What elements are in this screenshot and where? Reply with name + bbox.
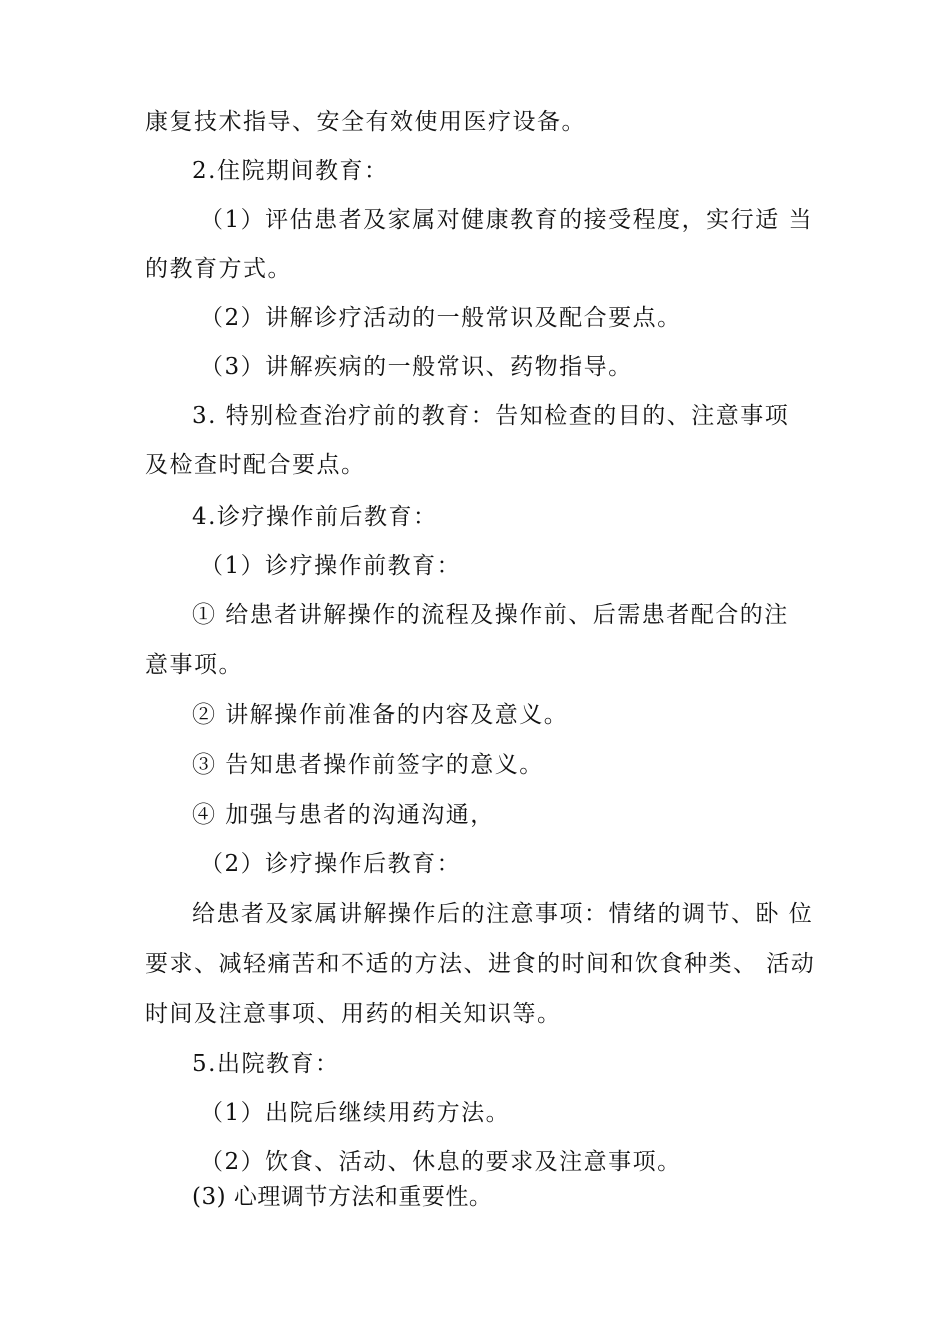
subheading-pre-procedure: （1）诊疗操作前教育： <box>200 553 462 579</box>
text-line-21: （1）出院后继续用药方法。 <box>200 1100 511 1126</box>
text-line-17: 给患者及家属讲解操作后的注意事项：情绪的调节、卧 位 <box>192 901 814 927</box>
heading-inpatient-education: 2.住院期间教育： <box>192 158 389 184</box>
text-line-22: （2）饮食、活动、休息的要求及注意事项。 <box>200 1149 682 1175</box>
heading-discharge-education: 5.出院教育： <box>192 1051 340 1077</box>
text-line-12: 意事项。 <box>145 652 243 678</box>
text-line-5: （2）讲解诊疗活动的一般常识及配合要点。 <box>200 305 682 331</box>
subheading-post-procedure: （2）诊疗操作后教育： <box>200 851 462 877</box>
text-line-11: ① 给患者讲解操作的流程及操作前、后需患者配合的注 <box>192 602 789 628</box>
heading-special-exam-education: 3. 特别检查治疗前的教育：告知检查的目的、注意事项 <box>192 403 790 429</box>
text-line-3: （1）评估患者及家属对健康教育的接受程度，实行适 当 <box>200 207 813 233</box>
text-line-4: 的教育方式。 <box>145 256 292 282</box>
text-line-1: 康复技术指导、安全有效使用医疗设备。 <box>145 109 586 135</box>
text-line-8: 及检查时配合要点。 <box>145 452 366 478</box>
text-line-18: 要求、减轻痛苦和不适的方法、进食的时间和饮食种类、 活动 <box>145 951 816 977</box>
text-line-14: ③ 告知患者操作前签字的意义。 <box>192 752 544 778</box>
text-line-23: (3) 心理调节方法和重要性。 <box>192 1184 493 1210</box>
text-line-19: 时间及注意事项、用药的相关知识等。 <box>145 1001 562 1027</box>
text-line-13: ② 讲解操作前准备的内容及意义。 <box>192 702 569 728</box>
text-line-15: ④ 加强与患者的沟通沟通， <box>192 802 495 828</box>
heading-procedure-education: 4.诊疗操作前后教育： <box>192 504 438 530</box>
text-line-6: （3）讲解疾病的一般常识、药物指导。 <box>200 354 633 380</box>
